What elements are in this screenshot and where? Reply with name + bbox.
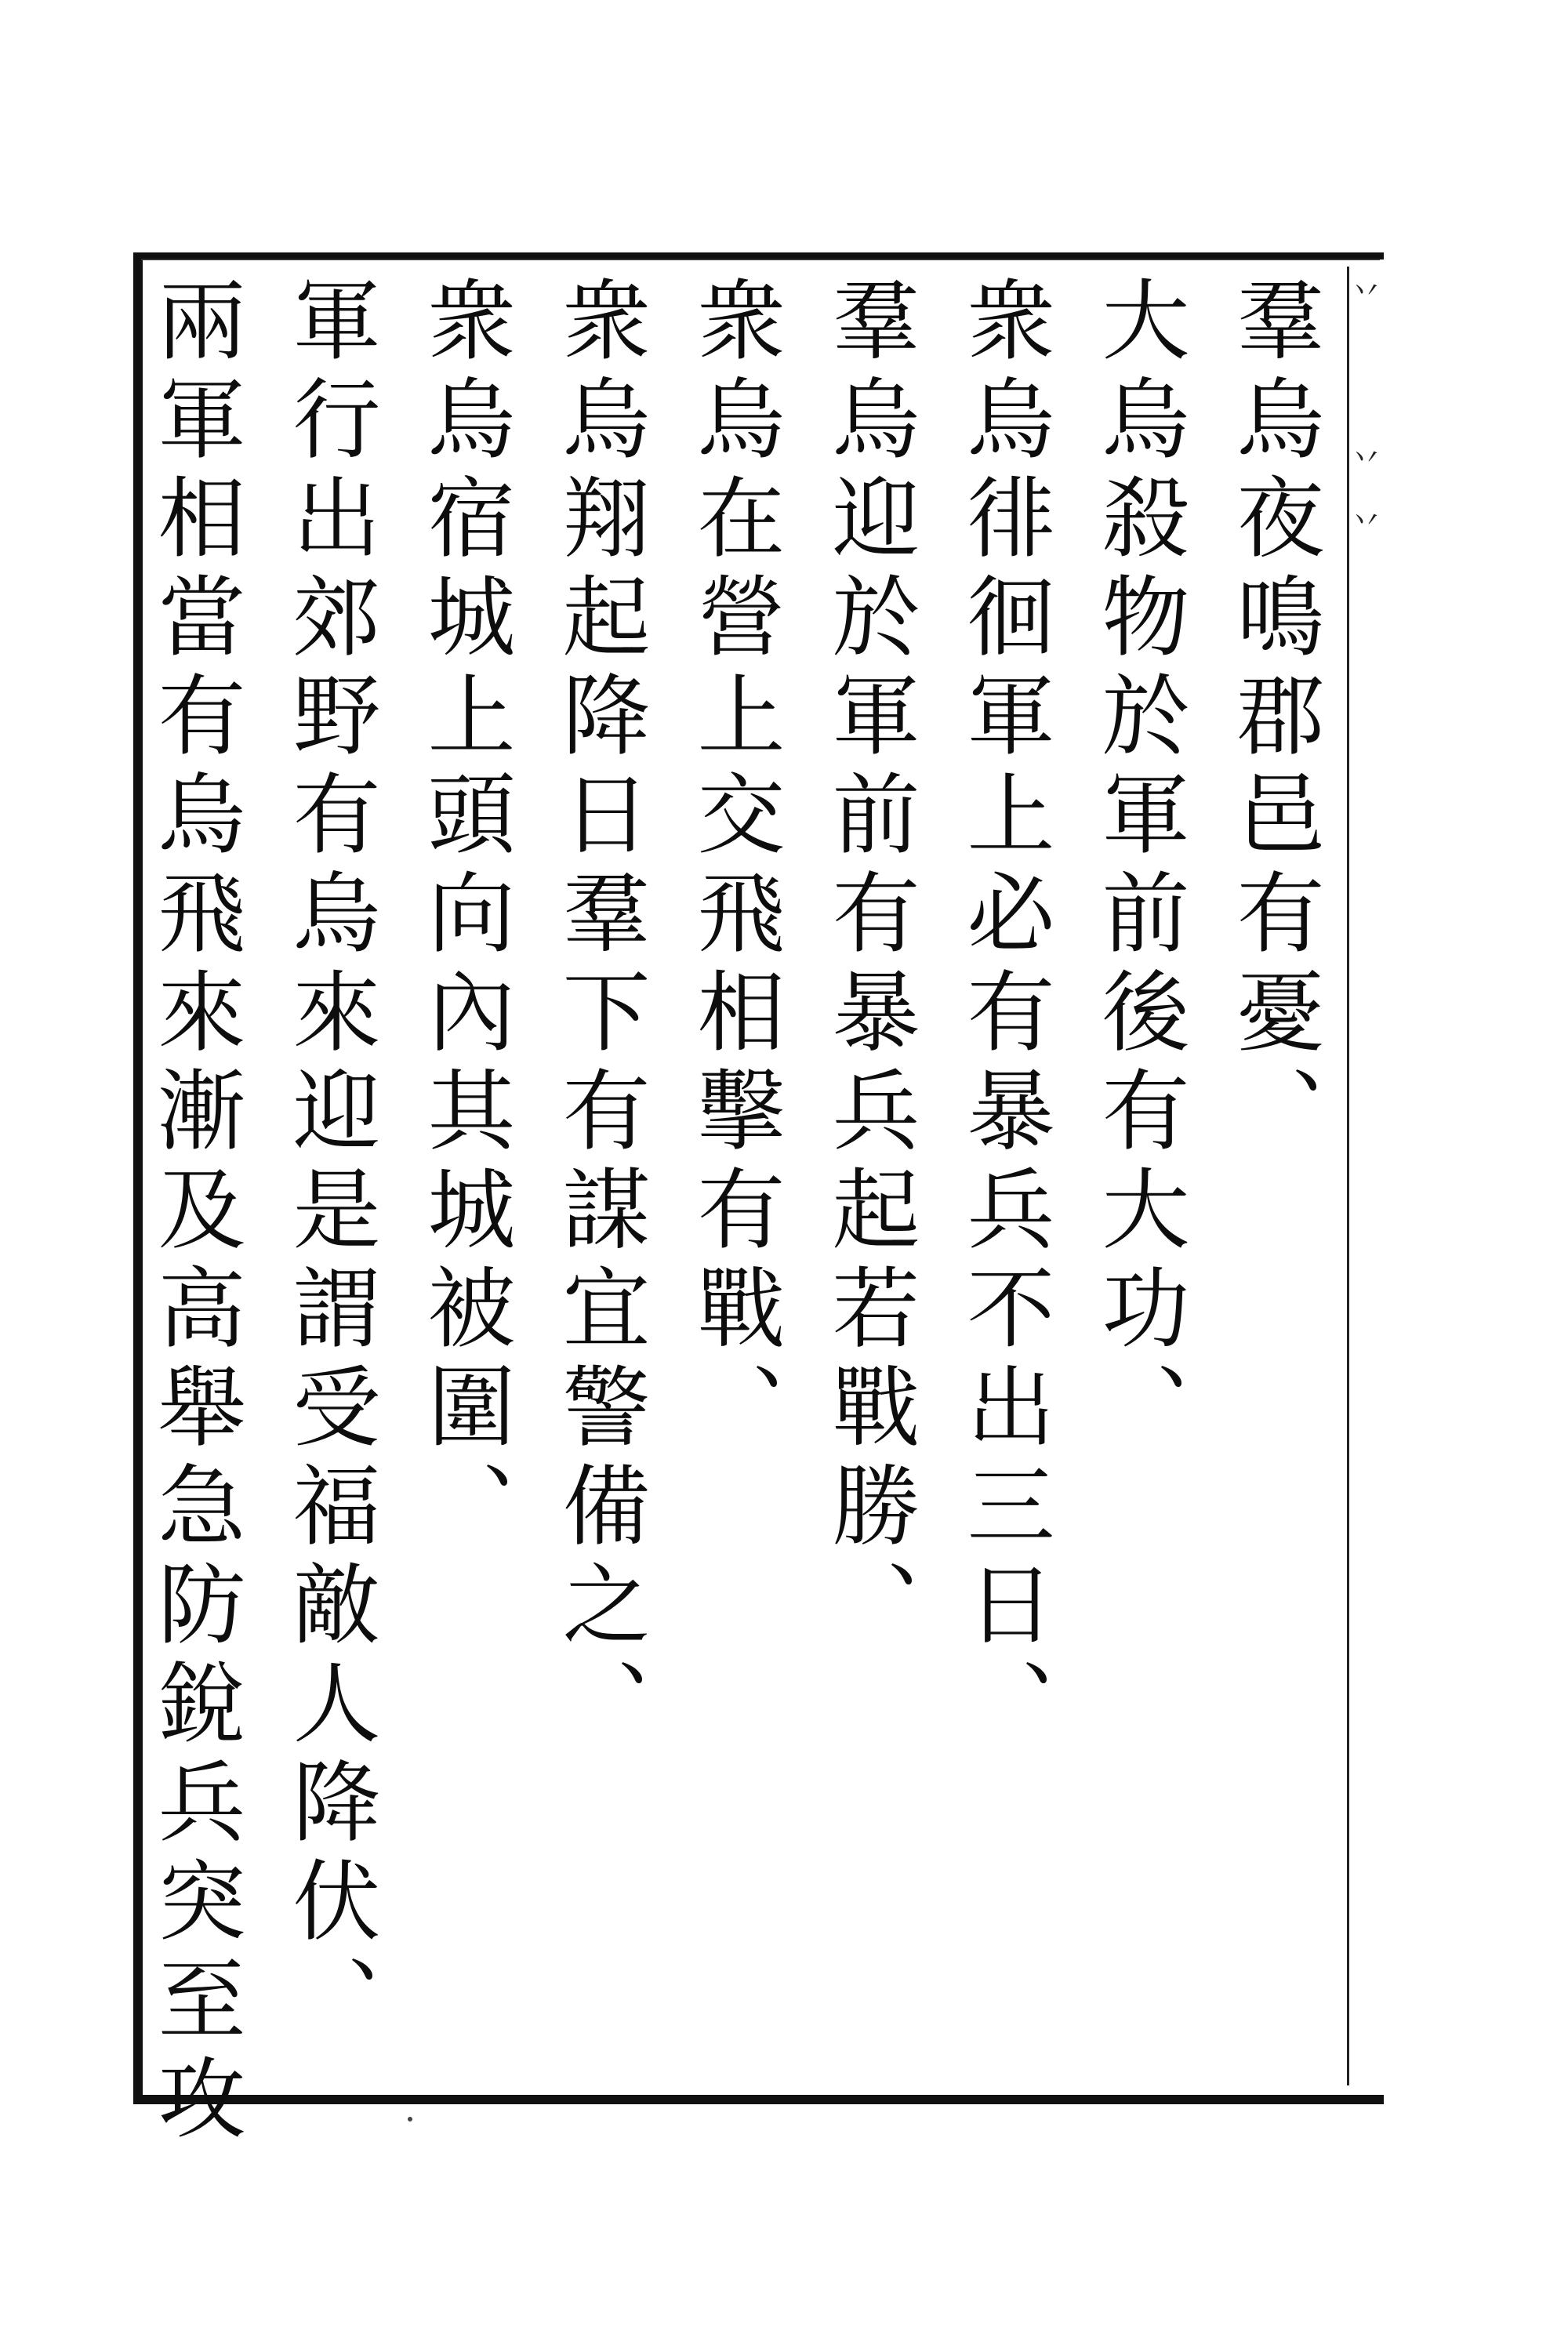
- text-column-4: 羣烏迎於軍前有暴兵起若戰勝、: [818, 274, 920, 1657]
- text-column-2: 大烏殺物於軍前後有大功、: [1087, 274, 1189, 1460]
- ink-speck: [408, 2117, 412, 2122]
- text-column-1: 羣烏夜鳴郡邑有憂、: [1222, 274, 1324, 1163]
- margin-marks: 丷 丷丷: [1345, 274, 1381, 567]
- text-column-8: 軍行出郊野有烏來迎是謂受福敵人降伏、: [278, 274, 380, 2053]
- text-block: [143, 274, 1341, 2151]
- text-column-7: 衆烏宿城上頭向內其城被圍、: [413, 274, 515, 1559]
- text-column-5: 衆烏在營上交飛相擊有戰、: [683, 274, 785, 1460]
- top-inner-rule: [141, 259, 1380, 267]
- text-column-6: 衆烏翔起降日羣下有謀宜警備之、: [548, 274, 650, 1756]
- text-column-3: 衆烏徘徊軍上必有暴兵不出三日、: [953, 274, 1054, 1756]
- text-column-9: 兩軍相當有烏飛來漸及高舉急防銳兵突至攻: [143, 274, 245, 2151]
